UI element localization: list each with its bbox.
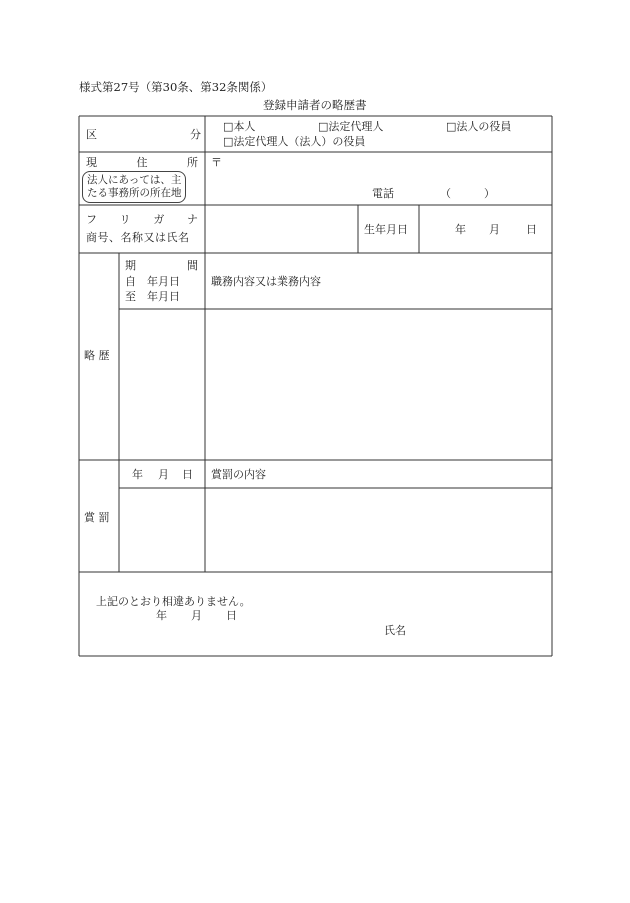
phone-parens: （ ） [440,187,495,200]
career-content-header: 職務内容又は業務内容 [211,275,321,288]
birth-month-unit: 月 [489,223,500,236]
kubun-option-self[interactable]: □本人 [223,120,256,133]
declaration-year-unit: 年 [156,609,167,622]
form-title: 登録申請者の略歴書 [263,98,367,112]
awards-content-header: 賞罰の内容 [211,468,266,481]
period-to-label: 至 年月日 [125,290,180,303]
award-year-unit: 年 [132,468,143,481]
address-note: 法人にあっては、主 たる事務所の所在地 [82,171,186,203]
phone-label: 電話 [372,187,394,200]
birth-day-unit: 日 [526,223,537,236]
name-label: 商号、名称又は氏名 [86,231,190,244]
address-label: 現 住 所 [86,156,198,169]
kubun-label-left: 区 [86,128,97,141]
furigana-label: フ リ ガ ナ [86,213,198,226]
period-label: 期 間 [125,259,198,272]
kubun-option-officer[interactable]: □法人の役員 [446,120,512,133]
form-number: 様式第27号（第30条、第32条関係） [79,80,273,94]
career-section-label: 略 歴 [84,349,110,362]
declaration-name-label: 氏名 [384,624,406,637]
period-from-label: 自 年月日 [125,275,180,288]
declaration-month-unit: 月 [191,609,202,622]
award-month-unit: 月 [158,468,169,481]
kubun-option-corp-legal-rep-officer[interactable]: □法定代理人（法人）の役員 [223,135,366,148]
declaration-statement: 上記のとおり相違ありません。 [96,595,251,608]
kubun-option-legal-rep[interactable]: □法定代理人 [318,120,384,133]
birthdate-label: 生年月日 [364,223,408,236]
declaration-day-unit: 日 [226,609,237,622]
award-day-unit: 日 [182,468,193,481]
kubun-label-right: 分 [190,128,201,141]
postal-mark: 〒 [211,156,222,169]
birth-year-unit: 年 [455,223,466,236]
awards-section-label: 賞 罰 [84,511,110,524]
